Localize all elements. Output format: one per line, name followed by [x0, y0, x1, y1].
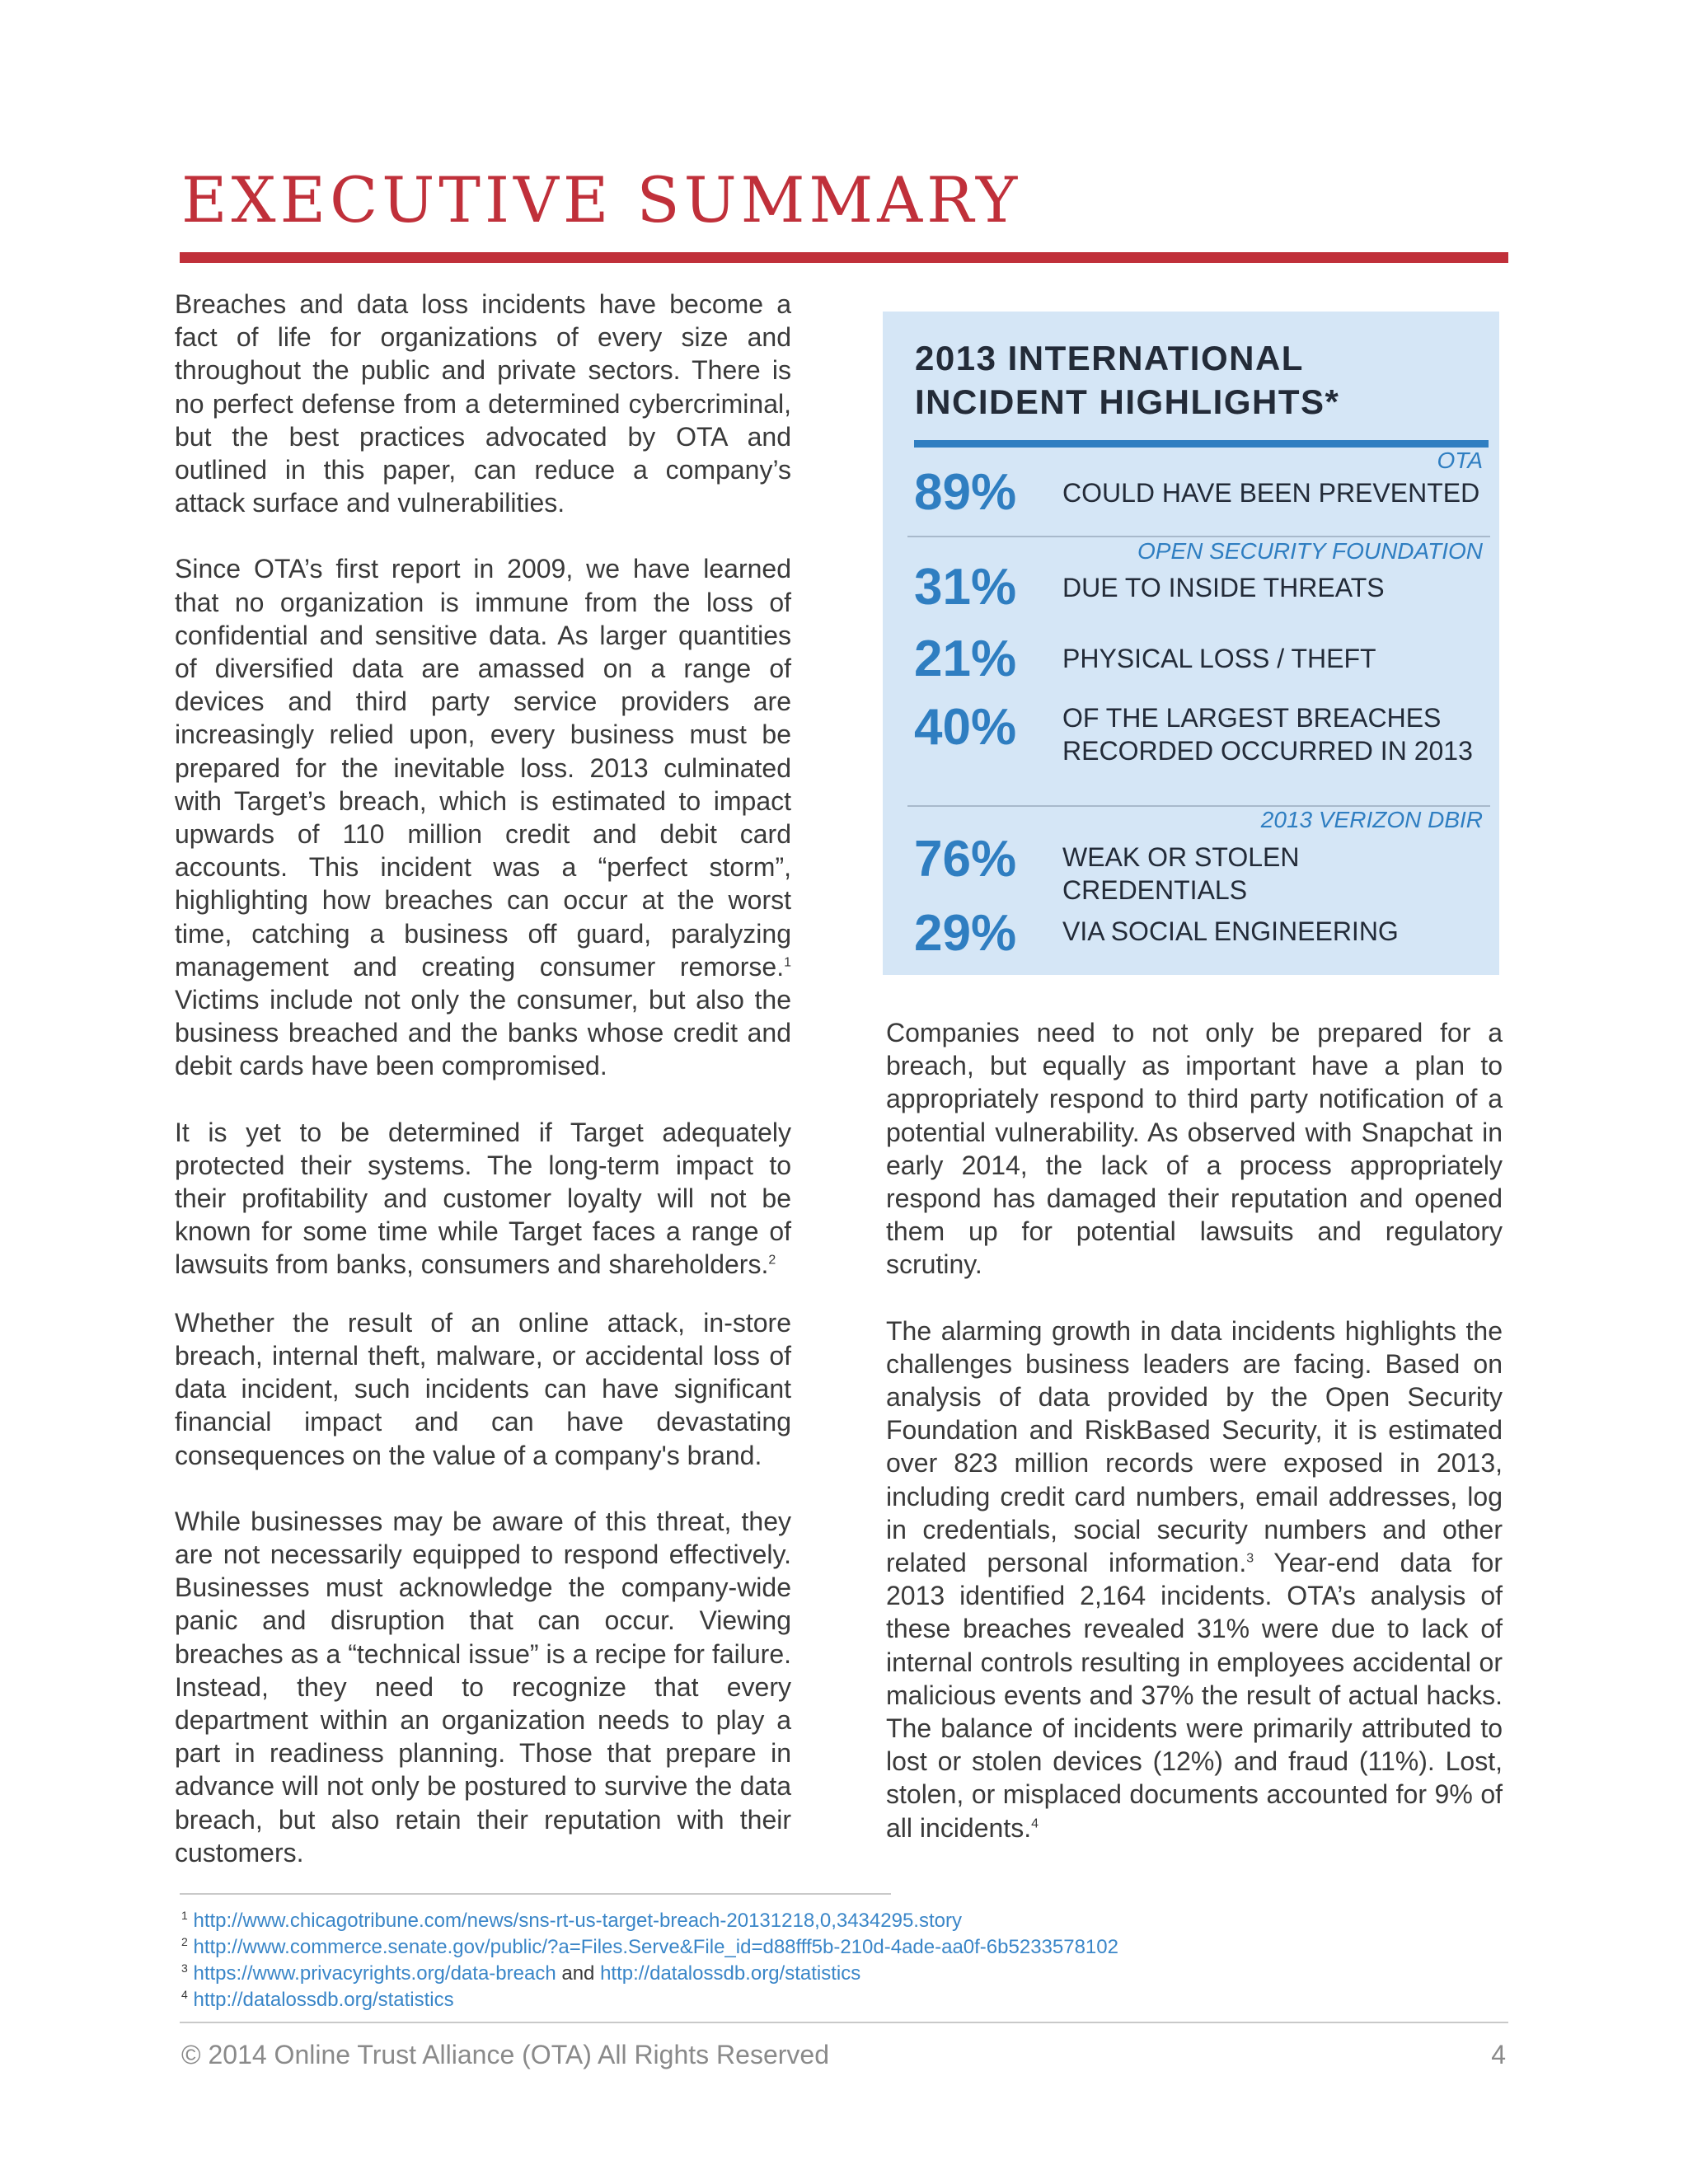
left-paragraph-5: While businesses may be aware of this threat, they are not necessarily equipped to respond effectively. Businesses must acknowledge the company-wide panic and disruption that can occur. Viewing breaches as a “technical issue” is a recipe for failure. Instead, they need to recognize that every department within an organization needs to play a part in readiness planning. Those that prepare in advance will not only be postured to survive the data breach, but also retain their reputation with their customers.: [175, 1506, 791, 1868]
source-verizon-dbir: 2013 VERIZON DBIR: [1260, 807, 1483, 832]
stat-description: [1062, 701, 1473, 767]
footnote-ref-1[interactable]: 1: [784, 955, 791, 970]
left-paragraph-2-tail: Victims include not only the consumer, but also the business breached and the banks whose credit and debit cards have been compromised.: [175, 985, 791, 1081]
stat-percent: 89%: [914, 464, 1017, 521]
footnote-ref-4[interactable]: 4: [1031, 1816, 1039, 1831]
footnote-number: 4: [181, 1988, 188, 2001]
highlights-title: [915, 336, 1475, 424]
footnote-number: 3: [181, 1961, 188, 1975]
stat-row: [914, 831, 1491, 905]
footnote-ref-2[interactable]: 2: [768, 1253, 776, 1268]
stat-row: [914, 905, 1491, 971]
left-paragraph-2-text: Since OTA’s first report in 2009, we have learned that no organization is immune from the loss of confidential and sensitive data. As larger quantities of diversified data are amassed on a range of devices and third party service providers are increasingly relied upon, every business must be prepared for the inevitable loss. 2013 culminated with Target’s breach, which is estimated to impact upwards of 110 million credit and debit card accounts. This incident was a “perfect storm”, highlighting how breaches can occur at the worst time, catching a business off guard, paralyzing management and creating consumer remorse.: [175, 554, 791, 982]
source-open-security-foundation: OPEN SECURITY FOUNDATION: [1137, 538, 1483, 564]
footnote: [181, 1987, 1118, 2013]
stat-description: COULD HAVE BEEN PREVENTED: [1062, 478, 1480, 508]
divider: [907, 536, 1490, 537]
footnote: [181, 1908, 1118, 1934]
footnote-joiner: and: [556, 1962, 601, 1985]
left-paragraph-3: [175, 1116, 791, 1282]
stat-row: [914, 699, 1491, 781]
stat-percent: 76%: [914, 831, 1017, 888]
footnote-number: 1: [181, 1909, 188, 1922]
highlights-title-line-1: 2013 INTERNATIONAL: [915, 339, 1304, 377]
highlights-rule: [914, 440, 1489, 448]
stat-description-line-1: OF THE LARGEST BREACHES: [1062, 703, 1442, 733]
stat-row: [914, 630, 1491, 696]
page-title: EXECUTIVE SUMMARY: [181, 163, 1022, 237]
stat-percent: 21%: [914, 630, 1017, 687]
right-paragraph-2-tail: Year-end data for 2013 identified 2,164 incidents. OTA’s analysis of these breaches revealed 31% were due to lack of internal controls resulting in employees accidental or malicious events and 37% the result of actual hacks. The balance of incidents were primarily attributed to lost or stolen devices (12%) and fraud (11%). Lost, stolen, or misplaced documents accounted for 9% of all incidents.: [886, 1548, 1503, 1843]
footnote-link[interactable]: http://www.chicagotribune.com/news/sns-rt-us-target-breach-20131218,0,3434295.story: [193, 1910, 962, 1932]
stat-percent: 29%: [914, 905, 1017, 962]
source-ota: OTA: [1437, 448, 1483, 473]
stat-row: [914, 559, 1491, 625]
footnote-ref-3[interactable]: 3: [1246, 1551, 1254, 1566]
stat-percent: 31%: [914, 559, 1017, 616]
stat-description: DUE TO INSIDE THREATS: [1062, 573, 1385, 602]
left-paragraph-2: [175, 552, 791, 1082]
stat-description: PHYSICAL LOSS / THEFT: [1062, 644, 1376, 673]
title-underline: [180, 252, 1508, 263]
footnote-link[interactable]: https://www.privacyrights.org/data-breach: [193, 1962, 556, 1985]
left-paragraph-3-text: It is yet to be determined if Target adequately protected their systems. The long-term impact to their profitability and customer loyalty will not be known for some time while Target faces a range of lawsuits from banks, consumers and shareholders.: [175, 1117, 791, 1280]
footnote-separator: [180, 1893, 891, 1895]
footer-rule: [180, 2022, 1508, 2023]
stat-description: VIA SOCIAL ENGINEERING: [1062, 916, 1399, 946]
copyright: © 2014 Online Trust Alliance (OTA) All Rights Reserved: [181, 2040, 829, 2069]
left-column: [175, 288, 791, 1869]
left-paragraph-4: Whether the result of an online attack, in-store breach, internal theft, malware, or accidental loss of data incident, such incidents can have significant financial impact and can have devastating consequences on the value of a company's brand.: [175, 1307, 791, 1470]
right-paragraph-1: Companies need to not only be prepared for a breach, but equally as important have a plan to appropriately respond to third party notification of a potential vulnerability. As observed with Snapchat in early 2014, the lack of a process appropriately respond has damaged their reputation and opened them up for potential lawsuits and regulatory scrutiny.: [886, 1018, 1503, 1280]
page-number: 4: [1491, 2040, 1506, 2069]
footnote-link[interactable]: http://www.commerce.senate.gov/public/?a=Files.Serve&File_id=d88fff5b-210d-4ade-aa0f-6b5233578102: [193, 1936, 1118, 1958]
right-column: [886, 1016, 1503, 1844]
stat-row: [914, 464, 1491, 530]
footnote-number: 2: [181, 1935, 188, 1948]
highlights-title-line-2: INCIDENT HIGHLIGHTS*: [915, 382, 1340, 421]
left-paragraph-1: Breaches and data loss incidents have become a fact of life for organizations of every size and throughout the public and private sectors. There is no perfect defense from a determined cybercriminal, but the best practices advocated by OTA and outlined in this paper, can reduce a company’s attack surface and vulnerabilities.: [175, 289, 791, 518]
stat-description-line-2: RECORDED OCCURRED IN 2013: [1062, 736, 1473, 766]
footnote: [181, 1934, 1118, 1961]
footnote: [181, 1961, 1118, 1987]
footnote-link[interactable]: http://datalossdb.org/statistics: [600, 1962, 861, 1985]
right-paragraph-2: [886, 1315, 1503, 1844]
footnote-link[interactable]: http://datalossdb.org/statistics: [193, 1989, 454, 2011]
right-paragraph-2-text: The alarming growth in data incidents highlights the challenges business leaders are facing. Based on analysis of data provided by the Open Security Foundation and RiskBased Security, it is estimated over 823 million records were exposed in 2013, including credit card numbers, email addresses, log in credentials, social security numbers and other related personal information.: [886, 1315, 1503, 1578]
stat-description: WEAK OR STOLEN CREDENTIALS: [1062, 842, 1300, 905]
footnotes: [181, 1908, 1118, 2013]
stat-percent: 40%: [914, 699, 1017, 756]
incident-highlights-box: [883, 312, 1499, 975]
